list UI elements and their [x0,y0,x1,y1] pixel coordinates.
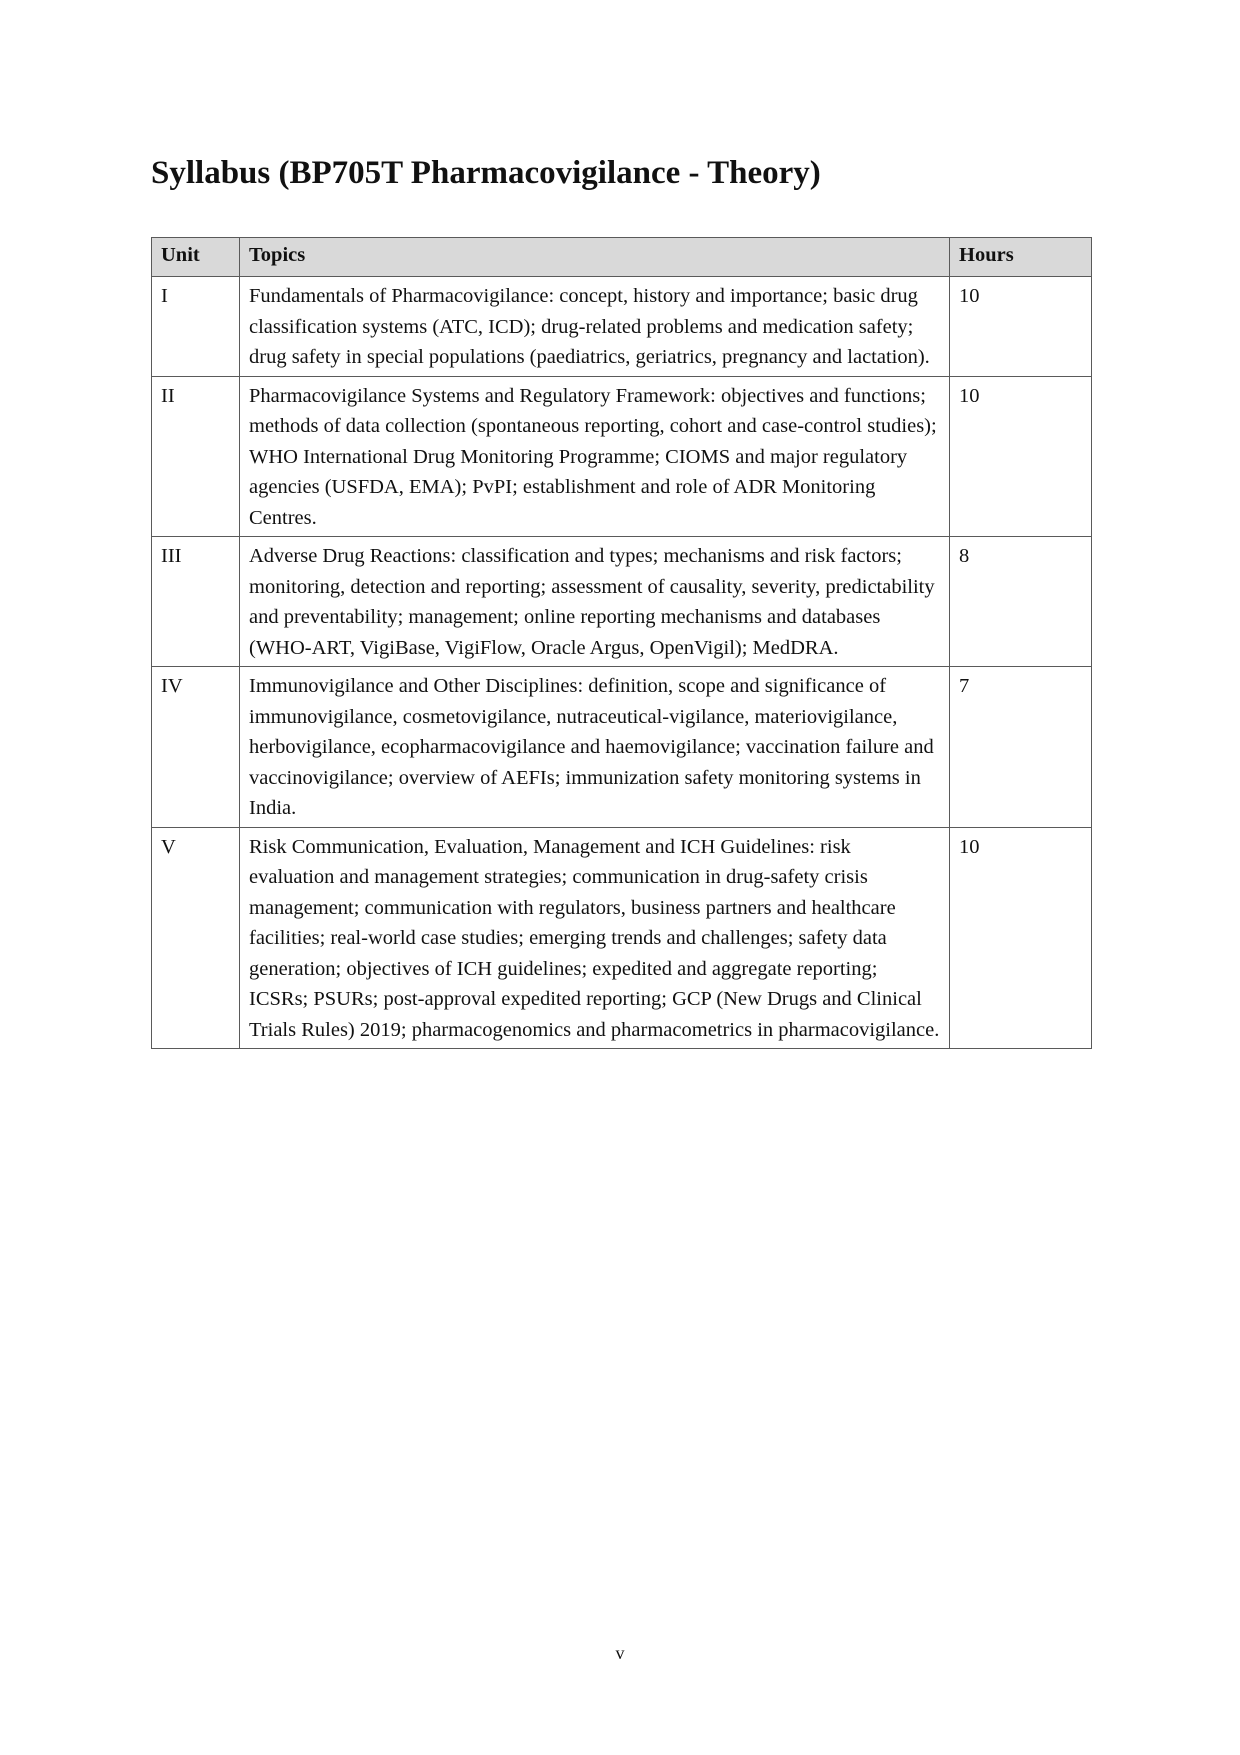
header-topics: Topics [240,238,950,277]
topics-cell: Adverse Drug Reactions: classification and types; mechanisms and risk factors; monitoring, detection and reporting; assessment of causality, severity, predictability and preventability; management; online reporting mechanisms and databases (WHO-ART, VigiBase, VigiFlow, Oracle Argus, OpenVigil); MedDRA. [240,537,950,667]
hours-cell: 8 [950,537,1092,667]
table-row [152,277,1092,377]
header-hours: Hours [950,238,1092,277]
unit-cell: I [152,277,240,377]
page-title: Syllabus (BP705T Pharmacovigilance - Theory) [151,155,821,191]
topics-cell: Risk Communication, Evaluation, Management and ICH Guidelines: risk evaluation and management strategies; communication in drug-safety crisis management; communication with regulators, business partners and healthcare facilities; real-world case studies; emerging trends and challenges; safety data generation; objectives of ICH guidelines; expedited and aggregate reporting; ICSRs; PSURs; post-approval expedited reporting; GCP (New Drugs and Clinical Trials Rules) 2019; pharmacogenomics and pharmacometrics in pharmacovigilance. [240,827,950,1049]
syllabus-table [151,237,1092,1049]
topics-cell: Pharmacovigilance Systems and Regulatory Framework: objectives and functions; methods of data collection (spontaneous reporting, cohort and case-control studies); WHO International Drug Monitoring Programme; CIOMS and major regulatory agencies (USFDA, EMA); PvPI; establishment and role of ADR Monitoring Centres. [240,376,950,537]
header-unit: Unit [152,238,240,277]
topics-cell: Fundamentals of Pharmacovigilance: concept, history and importance; basic drug classification systems (ATC, ICD); drug-related problems and medication safety; drug safety in special populations (paediatrics, geriatrics, pregnancy and lactation). [240,277,950,377]
unit-cell: III [152,537,240,667]
unit-cell: V [152,827,240,1049]
table-row [152,827,1092,1049]
hours-cell: 10 [950,277,1092,377]
topics-cell: Immunovigilance and Other Disciplines: definition, scope and significance of immunovigilance, cosmetovigilance, nutraceutical-vigilance, materiovigilance, herbovigilance, ecopharmacovigilance and haemovigilance; vaccination failure and vaccinovigilance; overview of AEFIs; immunization safety monitoring systems in India. [240,667,950,828]
unit-cell: II [152,376,240,537]
table-row [152,537,1092,667]
table-row [152,667,1092,828]
table-header-row [152,238,1092,277]
hours-cell: 10 [950,827,1092,1049]
hours-cell: 7 [950,667,1092,828]
unit-cell: IV [152,667,240,828]
page-number: v [615,1643,625,1663]
hours-cell: 10 [950,376,1092,537]
table-row [152,376,1092,537]
